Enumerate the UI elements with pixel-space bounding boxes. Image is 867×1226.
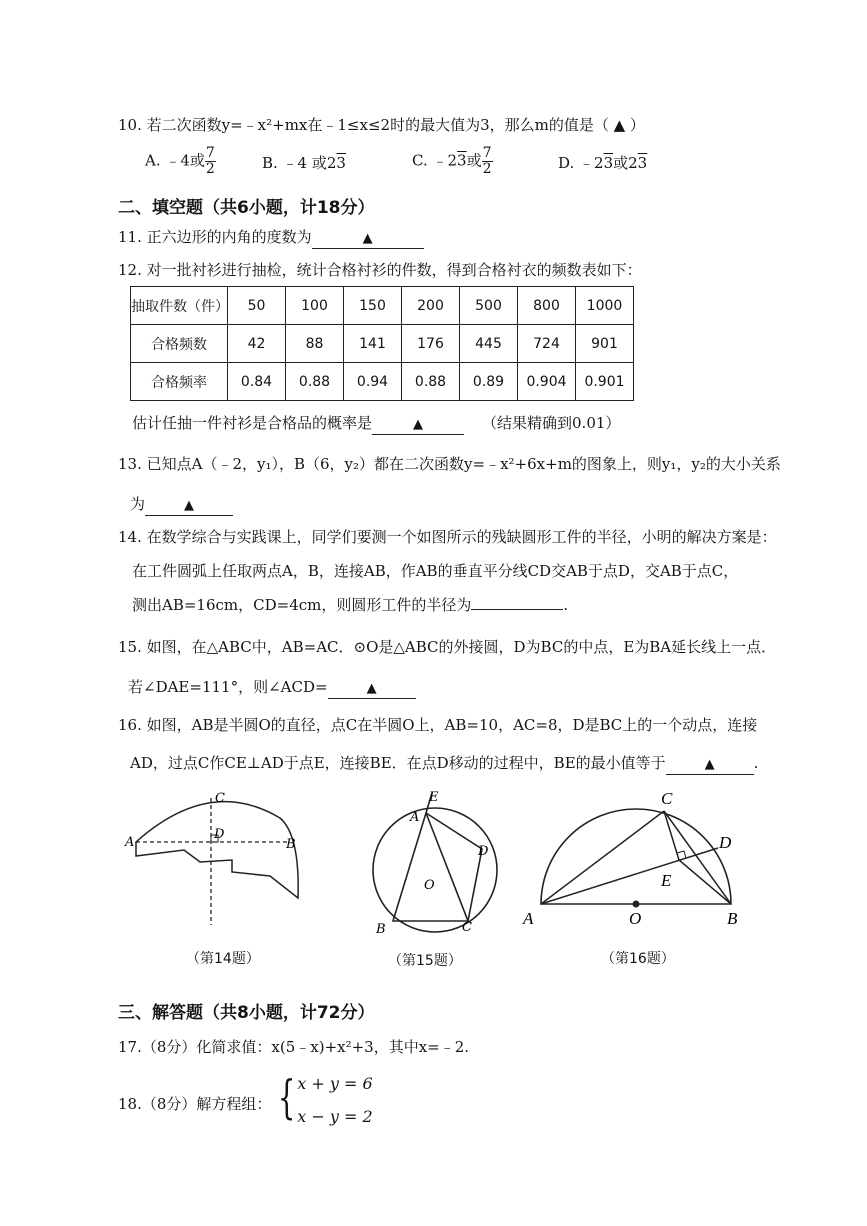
q12-estimate xyxy=(132,412,620,435)
q14-line-3: 测出AB=16cm，CD=4cm，则圆形工件的半径为 . xyxy=(132,596,569,614)
q10-option-c-fraction: $\frac{7}{2}$ xyxy=(482,145,492,177)
table-row xyxy=(131,363,634,401)
table-cell: 800 xyxy=(518,287,576,325)
q10-option-a-fraction: $\frac{7}{2}$ xyxy=(205,145,215,177)
q15-answer-blank xyxy=(328,678,416,699)
fig14-workpiece-outline xyxy=(136,802,298,898)
fig16-label-a: A xyxy=(523,909,534,928)
table-cell: 500 xyxy=(460,287,518,325)
table-cell: 0.88 xyxy=(286,363,344,401)
q11 xyxy=(118,226,424,249)
q18-label: 18.（8分）解方程组： xyxy=(118,1095,272,1113)
fig16-center-point xyxy=(633,901,640,908)
q12-estimate-text: 估计任抽一件衬衫是合格品的概率是 xyxy=(132,414,373,432)
fig14-label-c: C xyxy=(215,791,225,806)
q10-option-d: D. ﹣23或23 xyxy=(558,154,648,172)
fig16-segment-ad xyxy=(541,848,718,904)
figure-14-caption: （第14题） xyxy=(186,951,260,967)
fig14-label-d: D xyxy=(214,827,225,842)
q10-option-a-label: A. ﹣4或 xyxy=(145,151,205,170)
q11-text: 11. 正六边形的内角的度数为 xyxy=(118,228,312,246)
q14-line-1: 14. 在数学综合与实践课上，同学们要测一个如图所示的残缺圆形工件的半径，小明的解决方案是： xyxy=(118,528,777,546)
table-cell: 100 xyxy=(286,287,344,325)
q10-option-c: C. ﹣23或 $\frac{7}{2}$ xyxy=(412,145,492,177)
q12-text: 12. 对一批衬衫进行抽检，统计合格衬衫的件数，得到合格衬衣的频数表如下： xyxy=(118,261,642,279)
fig16-label-o: O xyxy=(629,909,642,928)
q18-equation-system xyxy=(272,1070,373,1126)
fig16-label-b: B xyxy=(727,909,738,928)
answer-mark-icon: ▲ xyxy=(704,757,715,772)
brace-icon: { xyxy=(277,1070,296,1124)
answer-mark-icon: ▲ xyxy=(366,681,377,696)
q15-line-1: 15. 如图，在△ABC中，AB=AC．⊙O是△ABC的外接圆，D为BC的中点，E为BA延长线上一点． xyxy=(118,638,777,656)
frequency-table xyxy=(130,286,634,401)
fig16-label-d: D xyxy=(719,833,732,852)
fig15-label-a: A xyxy=(410,810,420,825)
fig15-label-c: C xyxy=(462,920,472,935)
table-row xyxy=(131,325,634,363)
fig16-semicircle xyxy=(541,809,731,904)
table-row xyxy=(131,287,634,325)
table-cell: 42 xyxy=(228,325,286,363)
fig15-label-d: D xyxy=(478,844,489,859)
section-3-title: 三、解答题（共8小题，计72分） xyxy=(118,1003,375,1023)
fig16-chord-ac xyxy=(541,811,664,904)
q13-answer-blank xyxy=(145,495,233,516)
q16-line-2: AD，过点C作CE⊥AD于点E，连接BE．在点D移动的过程中，BE的最小值等于 ▲ . xyxy=(130,752,758,775)
section-2-title: 二、填空题（共6小题，计18分） xyxy=(118,198,375,218)
q10-stem: 10. 若二次函数y=﹣x²+mx在﹣1≤x≤2时的最大值为3，那么m的值是（ ▲ ） xyxy=(118,116,645,134)
table-cell: 88 xyxy=(286,325,344,363)
q10-option-a xyxy=(145,146,216,177)
table-cell: 724 xyxy=(518,325,576,363)
fig16-label-e: E xyxy=(661,871,672,890)
table-header-cell: 合格频率 xyxy=(131,363,228,401)
q13-line-2: 为 ▲ xyxy=(130,493,233,516)
table-cell: 0.84 xyxy=(228,363,286,401)
q13-line-1: 13. 已知点A（﹣2，y₁），B（6，y₂）都在二次函数y=﹣x²+6x+m的图象上，则y₁，y₂的大小关系 xyxy=(118,455,781,473)
q17-text: 17.（8分）化简求值：x(5﹣x)+x²+3，其中x=﹣2. xyxy=(118,1038,470,1056)
figure-14 xyxy=(120,780,320,940)
q11-answer-blank xyxy=(312,228,424,249)
table-cell: 0.901 xyxy=(576,363,634,401)
q12-note: （结果精确到0.01） xyxy=(482,414,621,432)
q16-line-1: 16. 如图，AB是半圆O的直径，点C在半圆O上，AB=10，AC=8，D是BC上的一个动点，连接 xyxy=(118,716,758,734)
table-cell: 445 xyxy=(460,325,518,363)
table-header-cell: 抽取件数（件） xyxy=(131,287,228,325)
figure-16 xyxy=(515,780,755,940)
fig14-label-a: A xyxy=(125,835,135,850)
fig15-label-e: E xyxy=(429,790,439,805)
q10-option-d-radical: 3 xyxy=(603,154,614,172)
figure-15-caption: （第15题） xyxy=(388,953,462,969)
q14-answer-blank xyxy=(471,609,563,610)
answer-mark-icon: ▲ xyxy=(362,231,373,246)
table-cell: 141 xyxy=(344,325,402,363)
q12-answer-blank xyxy=(372,414,464,435)
table-cell: 1000 xyxy=(576,287,634,325)
q10-option-b xyxy=(262,152,346,173)
q18-equation-1: x + y = 6 xyxy=(297,1074,373,1093)
table-cell: 0.94 xyxy=(344,363,402,401)
fig15-label-o: O xyxy=(424,878,435,893)
q10-option-b-radical: 3 xyxy=(336,154,346,172)
figure-16-caption: （第16题） xyxy=(601,951,675,967)
q18-equation-2: x − y = 2 xyxy=(297,1107,373,1126)
table-cell: 0.88 xyxy=(402,363,460,401)
fig16-chord-cb xyxy=(664,811,731,904)
table-cell: 176 xyxy=(402,325,460,363)
q10-option-d-label: D. ﹣2 xyxy=(558,154,604,172)
answer-mark-icon: ▲ xyxy=(413,417,424,432)
table-header-cell: 合格频数 xyxy=(131,325,228,363)
table-cell: 0.904 xyxy=(518,363,576,401)
table-cell: 50 xyxy=(228,287,286,325)
table-cell: 0.89 xyxy=(460,363,518,401)
q10-option-b-label: B. ﹣4 或2 xyxy=(262,154,337,172)
fig15-label-b: B xyxy=(376,922,386,937)
q16-answer-blank xyxy=(666,754,754,775)
q10-option-d-radical-2: 3 xyxy=(637,154,648,172)
q14-line-2: 在工件圆弧上任取两点A，B，连接AB，作AB的垂直平分线CD交AB于点D，交AB于点C， xyxy=(132,562,739,580)
q15-line-2: 若∠DAE=111°，则∠ACD= ▲ xyxy=(128,676,416,699)
fig16-label-c: C xyxy=(661,789,673,808)
answer-mark-icon: ▲ xyxy=(184,498,195,513)
table-cell: 901 xyxy=(576,325,634,363)
figure-15 xyxy=(360,785,510,940)
table-cell: 150 xyxy=(344,287,402,325)
q10-option-c-radical: 3 xyxy=(457,151,467,170)
q10-option-c-label: C. ﹣2 xyxy=(412,151,458,170)
fig15-segments-ad-dc xyxy=(426,813,482,921)
fig14-label-b: B xyxy=(286,837,296,852)
table-cell: 200 xyxy=(402,287,460,325)
